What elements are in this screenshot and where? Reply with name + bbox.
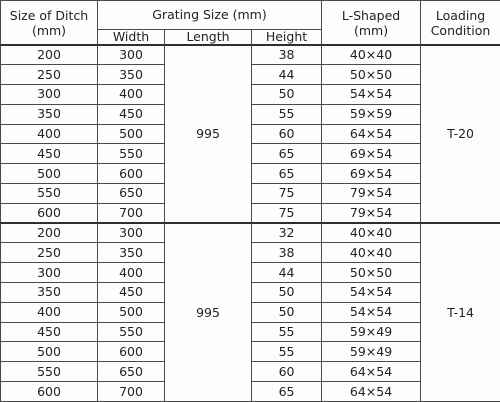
cell-width: 350 — [98, 243, 165, 263]
cell-width: 450 — [98, 104, 165, 124]
table-header — [1, 1, 500, 46]
cell-width: 600 — [98, 342, 165, 362]
cell-l-shaped: 40×40 — [322, 223, 421, 243]
cell-width: 400 — [98, 85, 165, 105]
cell-l-shaped: 40×40 — [322, 45, 421, 65]
cell-width: 650 — [98, 362, 165, 382]
cell-ditch-size: 400 — [1, 302, 98, 322]
header-ditch-size-label: Size of Ditch — [9, 7, 89, 23]
cell-height: 50 — [252, 283, 322, 303]
cell-l-shaped: 54×54 — [322, 85, 421, 105]
header-ditch-size — [1, 1, 98, 46]
cell-length: 995 — [165, 45, 252, 223]
cell-height: 60 — [252, 124, 322, 144]
cell-width: 600 — [98, 164, 165, 184]
cell-height: 65 — [252, 164, 322, 184]
cell-l-shaped: 40×40 — [322, 243, 421, 263]
cell-height: 44 — [252, 263, 322, 283]
cell-loading-condition: T-20 — [421, 45, 500, 223]
cell-height: 55 — [252, 104, 322, 124]
cell-height: 44 — [252, 65, 322, 85]
header-width: Width — [98, 30, 165, 46]
cell-l-shaped: 64×54 — [322, 124, 421, 144]
table-body — [1, 45, 500, 402]
cell-height: 60 — [252, 362, 322, 382]
cell-ditch-size: 500 — [1, 342, 98, 362]
cell-ditch-size: 350 — [1, 104, 98, 124]
cell-height: 65 — [252, 382, 322, 402]
cell-l-shaped: 54×54 — [322, 302, 421, 322]
cell-ditch-size: 400 — [1, 124, 98, 144]
header-height: Height — [252, 30, 322, 46]
cell-l-shaped: 64×54 — [322, 382, 421, 402]
cell-l-shaped: 69×54 — [322, 164, 421, 184]
header-grating-size: Grating Size (mm) — [98, 1, 322, 30]
cell-loading-condition: T-14 — [421, 223, 500, 401]
header-loading-label: Loading — [435, 7, 486, 23]
header-l-shaped — [322, 1, 421, 46]
cell-width: 400 — [98, 263, 165, 283]
header-condition-label: Condition — [430, 22, 491, 38]
cell-height: 65 — [252, 144, 322, 164]
cell-height: 75 — [252, 203, 322, 223]
cell-height: 55 — [252, 322, 322, 342]
cell-ditch-size: 250 — [1, 243, 98, 263]
header-loading-condition — [421, 1, 500, 46]
cell-l-shaped: 50×50 — [322, 65, 421, 85]
cell-width: 550 — [98, 322, 165, 342]
cell-width: 350 — [98, 65, 165, 85]
cell-width: 300 — [98, 45, 165, 65]
cell-l-shaped: 59×49 — [322, 322, 421, 342]
cell-ditch-size: 300 — [1, 263, 98, 283]
cell-ditch-size: 450 — [1, 322, 98, 342]
cell-ditch-size: 200 — [1, 223, 98, 243]
cell-ditch-size: 550 — [1, 184, 98, 204]
header-l-shaped-label: L-Shaped — [341, 7, 401, 23]
cell-l-shaped: 64×54 — [322, 362, 421, 382]
cell-l-shaped: 79×54 — [322, 184, 421, 204]
cell-height: 50 — [252, 85, 322, 105]
cell-height: 38 — [252, 243, 322, 263]
cell-ditch-size: 600 — [1, 203, 98, 223]
header-length: Length — [165, 30, 252, 46]
header-l-shaped-unit: (mm) — [353, 22, 389, 38]
cell-ditch-size: 550 — [1, 362, 98, 382]
cell-ditch-size: 450 — [1, 144, 98, 164]
cell-l-shaped: 79×54 — [322, 203, 421, 223]
cell-height: 32 — [252, 223, 322, 243]
table-row — [1, 223, 500, 243]
cell-width: 500 — [98, 302, 165, 322]
cell-height: 38 — [252, 45, 322, 65]
cell-l-shaped: 59×59 — [322, 104, 421, 124]
cell-l-shaped: 54×54 — [322, 283, 421, 303]
cell-length: 995 — [165, 223, 252, 401]
cell-width: 300 — [98, 223, 165, 243]
cell-l-shaped: 50×50 — [322, 263, 421, 283]
cell-ditch-size: 600 — [1, 382, 98, 402]
header-ditch-size-unit: (mm) — [31, 22, 67, 38]
cell-l-shaped: 69×54 — [322, 144, 421, 164]
cell-width: 550 — [98, 144, 165, 164]
cell-l-shaped: 59×49 — [322, 342, 421, 362]
cell-ditch-size: 250 — [1, 65, 98, 85]
cell-width: 650 — [98, 184, 165, 204]
cell-height: 50 — [252, 302, 322, 322]
cell-ditch-size: 300 — [1, 85, 98, 105]
cell-ditch-size: 200 — [1, 45, 98, 65]
table-row — [1, 45, 500, 65]
cell-ditch-size: 500 — [1, 164, 98, 184]
cell-height: 55 — [252, 342, 322, 362]
cell-width: 700 — [98, 203, 165, 223]
cell-width: 450 — [98, 283, 165, 303]
cell-width: 700 — [98, 382, 165, 402]
cell-width: 500 — [98, 124, 165, 144]
cell-height: 75 — [252, 184, 322, 204]
cell-ditch-size: 350 — [1, 283, 98, 303]
